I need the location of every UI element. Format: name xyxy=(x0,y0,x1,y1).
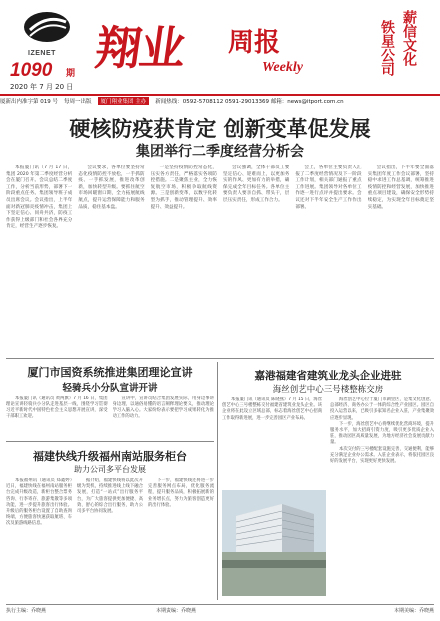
contact-info: 新闻热线：0592-5708112 0591-29013369 邮箱：news@itport.com.cn xyxy=(155,99,344,105)
newspaper-title-suffix: 周报 xyxy=(228,28,281,58)
page-footer xyxy=(6,604,434,614)
company-logo-icon xyxy=(22,10,72,44)
lead-column: 会上，各单位主要负责人汇报了二季度经营情况及下一阶段工作计划，相关部门通报了重点工作进展。集团领导对各单位工作逐一进行点评并提出要求。会议还对下半年安全生产工作作出部署。 xyxy=(295,165,362,210)
lead-column: 会议要求，各单位要坚持常态化疫情防控不放松，一手抓防疫、一手抓发展，推进改革创新，加快转型升级。要抓住航空市场回暖窗口期，全力拓展航线航点，提升运营保障能力和服务品质，稳住基本盘。 xyxy=(78,165,145,210)
lead-column: 会议指出，下半年要全面落实集团年度工作会议部署，坚持稳中求进工作总基调，统筹推进疫情防控和经营发展，加快推进重点项目建设，确保安全形势持续稳定，为实现全年目标奠定坚实基础。 xyxy=(367,165,434,210)
motto-line-2: 铁星公司 xyxy=(379,20,395,76)
permit-number: 厦新出内准字第 019 号 xyxy=(0,99,58,105)
masthead xyxy=(0,0,440,98)
lead-column: 本报厦门讯（7 月 17 日，集团 2020 年第二季度经营分析会在厦门召开。会议总结二季度工作，分析当前形势，部署下一阶段重点任务。集团领导班子成员出席会议。会议指出，上半年面对新冠肺炎疫情冲击，集团上下坚定信心、同舟共济，防疫工作获得上级部门和社会各界充分肯定，经营生产逐步恢复。 xyxy=(6,165,73,230)
story2-column: 下一步，福建快线还将进一步完善服务网点布局，优化服务流程，提升服务品质，积极拓展新的业务增长点，努力为旅客创造更好的出行体验。 xyxy=(148,478,214,508)
story2-column: 本报福州讯（通讯员 郑鑫婷）近日，福建快线在福州南站服务柜台完成升级改造，新柜台整合票务咨询、行李寄存、旅游集散等多项功能，进一步提升旅客出行体验。升级后的服务柜台设置了自助查询终端，方便旅客快速获取航班、车次及旅游线路信息。 xyxy=(6,478,72,527)
story1-body xyxy=(6,396,214,434)
story3-title: 嘉港福建省建筑业龙头企业进驻 xyxy=(254,370,402,382)
newspaper-title: 翔业 xyxy=(91,21,188,75)
story1-subtitle: 轻骑兵小分队宣讲开讲 xyxy=(62,383,158,394)
story3-column: 本报厦门讯（通讯员 陈晓燕）7 月 15 日，海丝创艺中心三号楼整栋交付福建省建筑业龙头企业。该企业将在此设立区域总部，标志着海丝创艺中心招商工作取得新进展，进一步完善园区产业布局。 xyxy=(222,397,322,421)
lead-column: 一是坚持疫情防控常态化，压实各方责任，严格落实各项防控措施。二是聚焦主业，全力恢复航空市场，积极争取航线资源。三是创新变革，以数字化转型为抓手，推动管理提升、效率提升、效益提升。 xyxy=(150,165,217,210)
story2-body xyxy=(6,478,214,596)
lead-column: 会议强调，全体干部员工要坚定信心、迎难而上，以更加务实的作风、更加有力的举措，确保完成全年目标任务。各单位主要负责人要亲自抓、带头干，层层压实责任，形成工作合力。 xyxy=(222,165,290,203)
column-divider xyxy=(217,362,218,600)
section-divider xyxy=(6,358,434,359)
story2-column: 据介绍，福建快线将以此次升级为契机，持续推进线上线下融合发展，打造“一站式”出行服务平台，为广大旅客提供更加便捷、高效、舒心的综合出行服务，助力公司多平台协同发展。 xyxy=(77,478,143,515)
motto-line-1: 薪信文化 xyxy=(401,10,417,66)
lead-headline: 硬核防疫获肯定 创新变革促发展 xyxy=(69,116,371,141)
story3-subtitle: 海丝创艺中心三号楼整栋交房 xyxy=(272,385,384,395)
edition-frequency: 每周一出版 xyxy=(64,99,92,105)
brand-english-name: IZENET xyxy=(28,50,56,57)
story-divider xyxy=(6,441,214,442)
story2-subtitle: 助力公司多平台发展 xyxy=(74,465,146,474)
footer-responsible-editor: 本期责编：乔晓燕 xyxy=(156,608,197,614)
story3-column: 海丝创艺中心位于厦门市湖里区，是集文化创意、总部经济、商务办公于一体的综合性产业园区。园区自投入运营以来，已吸引多家知名企业入驻，产业集聚效应逐步显现。 下一步，海丝创艺中心将继续优化营商环境，提升服务水平，加大招商引资力度，吸引更多优质企业入驻，推动园区高质量发展，为地方经济社会发展贡献力量。 本次交付的三号楼配套设施完善，交通便利，能够充分满足企业办公需求。入驻企业表示，将依托园区良好的发展平台，实现更好更快发展。 xyxy=(330,397,434,465)
story1-column: 宣讲中，宣讲员结合集团发展实际，用身边事讲身边理，以通俗易懂的语言阐释理论要义，推动理论学习入脑入心。大家纷纷表示要把学习成果转化为推动工作的动力。 xyxy=(112,396,214,419)
building-photo xyxy=(222,490,326,596)
info-bar xyxy=(0,94,440,106)
issue-unit: 期 xyxy=(66,69,76,79)
issue-number: 1090 xyxy=(10,60,53,81)
newspaper-title-weekly: Weekly xyxy=(262,60,303,75)
publisher-badge: 厦门翔业集团 主办 xyxy=(98,97,150,105)
lead-article-body xyxy=(6,165,434,351)
story1-column: 本报厦门讯（通讯员 黄两旗）7 月 16 日，集团理论宣讲轻骑兵小分队走进基层一线，围绕学习贯彻习近平新时代中国特色社会主义思想开展宣讲，深受干部职工欢迎。 xyxy=(6,396,108,419)
issue-date: 2020 年 7 月 20 日 xyxy=(10,83,74,91)
footer-editor: 执行主编：乔晓燕 xyxy=(6,608,47,614)
story1-title: 厦门市国资系统推进集团理论宣讲 xyxy=(27,366,193,379)
footer-art-editor: 本期美编：乔晓燕 xyxy=(393,608,434,614)
lead-subhead: 集团举行二季度经营分析会 xyxy=(136,144,304,160)
story2-title: 福建快线升级福州南站服务柜台 xyxy=(33,450,187,463)
